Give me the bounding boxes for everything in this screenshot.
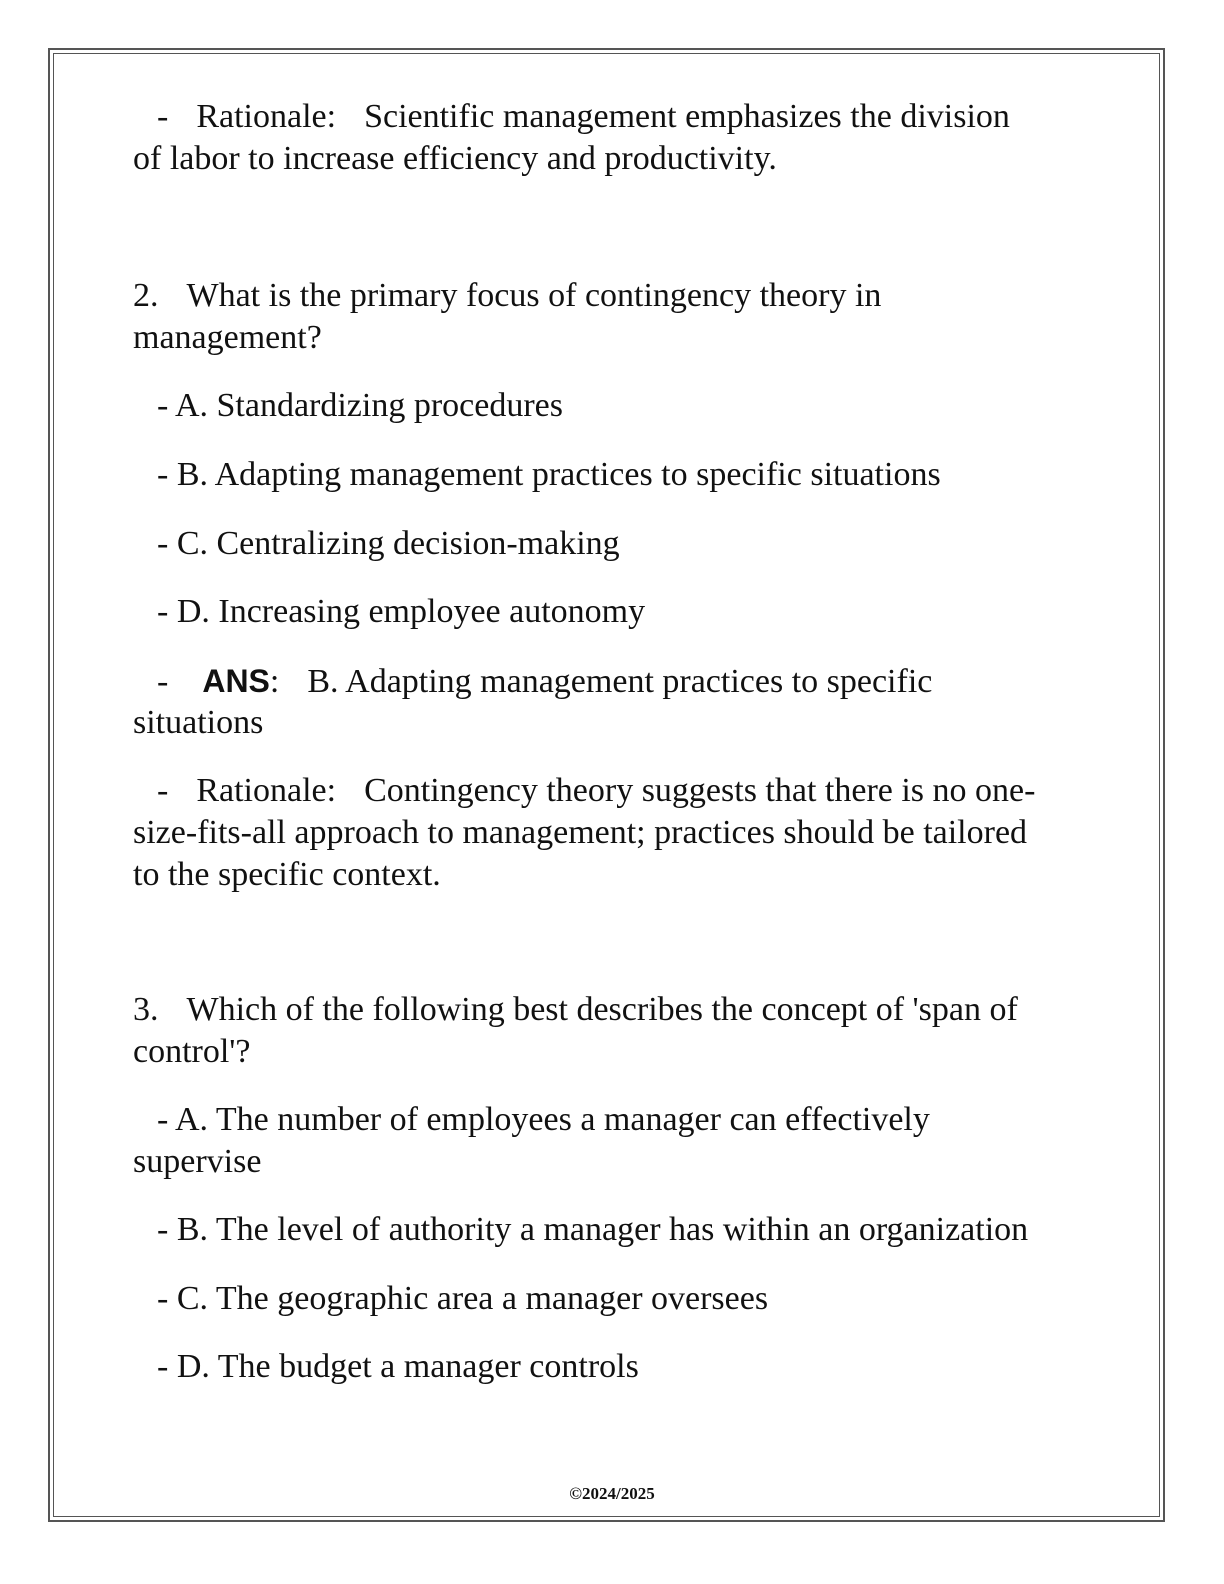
q2-rationale-line1 [133, 770, 1035, 812]
q3-option-a-line1: - A. The number of employees a manager can effectively [157, 1101, 930, 1138]
q3-option-c: - C. The geographic area a manager oversees [157, 1280, 769, 1317]
q1-rationale-text: Scientific management emphasizes the division [364, 98, 1010, 135]
page-footer-copyright: ©2024/2025 [569, 1484, 655, 1503]
q2-rationale-line2: size-fits-all approach to management; practices should be tailored [133, 814, 1028, 851]
q3-number: 3. [133, 991, 159, 1028]
dash: - [157, 772, 169, 809]
q2-answer-line1: - ANS: B. Adapting management practices to specific [157, 663, 933, 700]
q2-answer-line2: situations [133, 704, 264, 741]
q1-rationale-label: Rationale: [196, 98, 337, 135]
q3-question-text: Which of the following best describes the concept of 'span of [186, 991, 1018, 1028]
q1-rationale-line1 [133, 96, 1010, 138]
q2-rationale-label: Rationale: [196, 772, 337, 809]
q2-option-b: - B. Adapting management practices to specific situations [157, 456, 941, 493]
q2-option-d: - D. Increasing employee autonomy [157, 593, 646, 630]
q2-option-c: - C. Centralizing decision-making [157, 525, 620, 562]
dash: - [157, 98, 169, 135]
q2-rationale-text: Contingency theory suggests that there is no one- [364, 772, 1036, 809]
q2-rationale-line3: to the specific context. [133, 856, 441, 893]
q2-ans-text: B. Adapting management practices to specific [307, 663, 933, 700]
q3-question-line1 [133, 989, 1018, 1031]
q2-option-a: - A. Standardizing procedures [157, 387, 563, 424]
dash: - [157, 663, 169, 700]
q3-question-line2: control'? [133, 1033, 251, 1070]
q2-question-text: What is the primary focus of contingency theory in [186, 277, 882, 314]
q2-ans-label: ANS [202, 663, 270, 699]
q2-question-line2: management? [133, 319, 322, 356]
q1-rationale-line2: of labor to increase efficiency and productivity. [133, 140, 777, 177]
q3-option-d: - D. The budget a manager controls [157, 1348, 639, 1385]
q2-number: 2. [133, 277, 159, 314]
q3-option-b: - B. The level of authority a manager has within an organization [157, 1211, 1029, 1248]
q2-question-line1 [133, 275, 881, 317]
q3-option-a-line2: supervise [133, 1143, 262, 1180]
